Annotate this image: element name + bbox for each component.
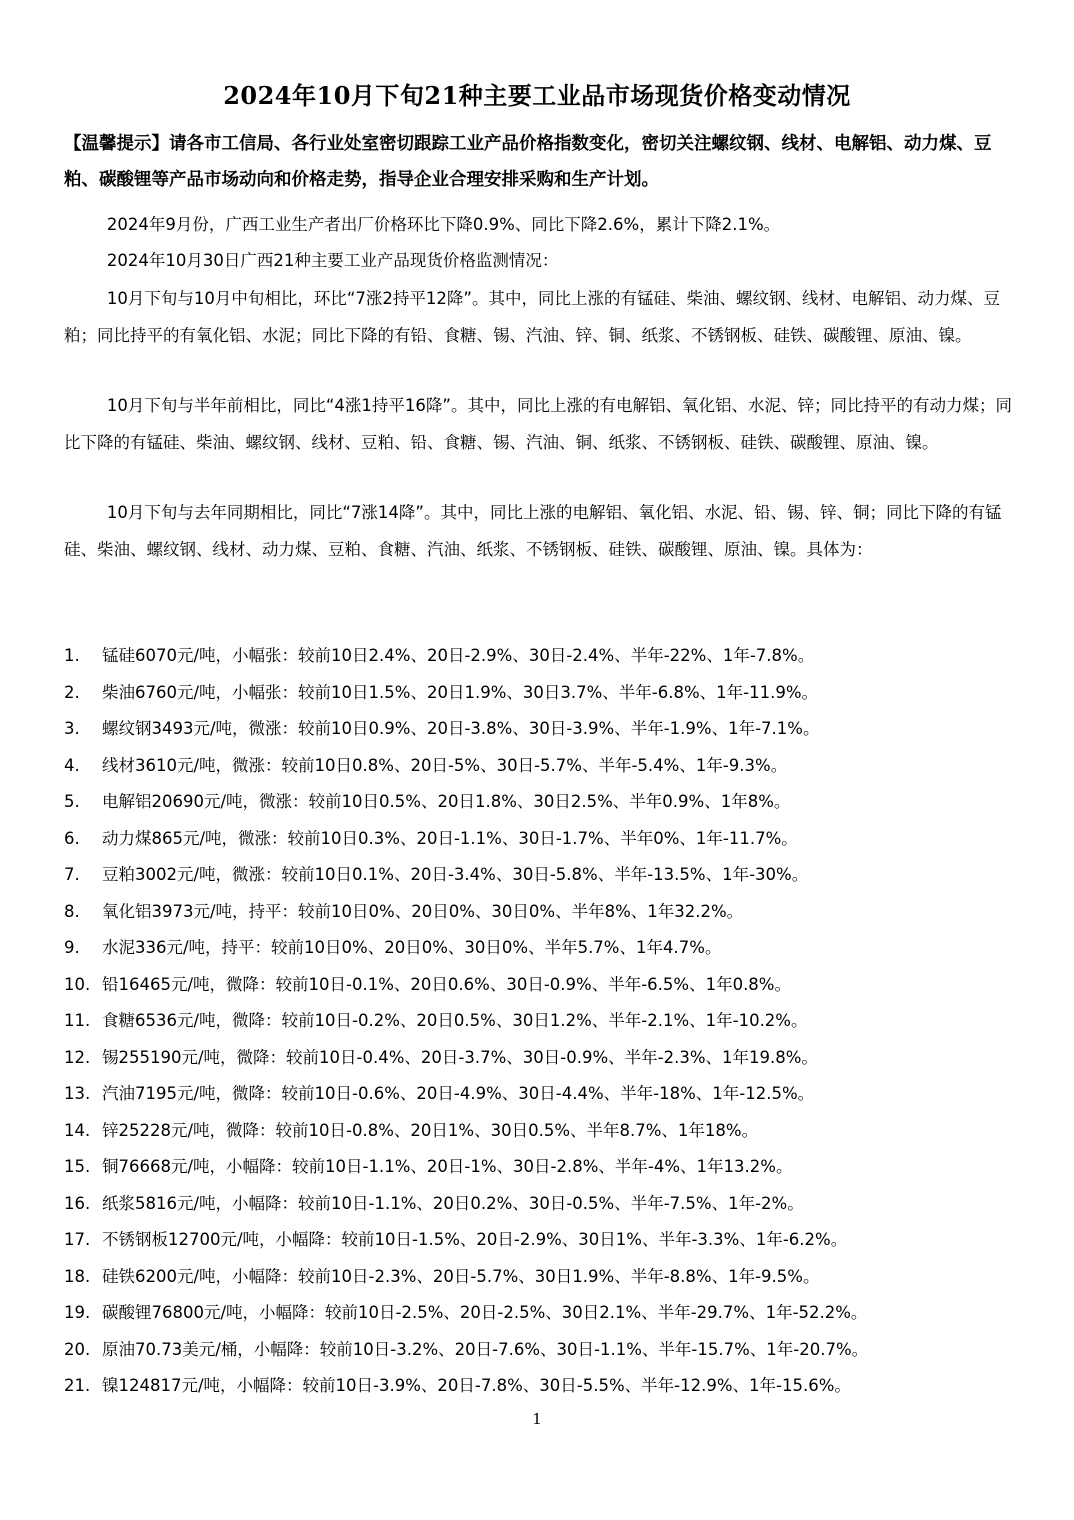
list-text: 锡255190元/吨，微降：较前10日-0.4%、20日-3.7%、30日-0.9%、半年-2.3%、1年19.8%。 [102,1047,818,1067]
page-number: 1 [532,1410,542,1428]
list-number: 13. [64,1084,91,1103]
list-number: 16. [64,1193,91,1213]
list-text: 纸浆5816元/吨，小幅降：较前10日-1.1%、20日0.2%、30日-0.5%、半年-7.5%、1年-2%。 [102,1193,804,1213]
list-text: 铅16465元/吨，微降：较前10日-0.1%、20日0.6%、30日-0.9%、半年-6.5%、1年0.8%。 [102,974,791,994]
price-list [64,640,1024,1407]
list-item [64,1115,1024,1152]
list-text: 氧化铝3973元/吨，持平：较前10日0%、20日0%、30日0%、半年8%、1年32.2%。 [102,901,744,921]
page-title: 2024年10月下旬21种主要工业品市场现货价格变动情况 [223,81,851,110]
list-number: 18. [64,1266,91,1286]
list-item [64,932,1024,969]
paragraph-vs-half-year: 10月下旬与半年前相比，同比“4涨1持平16降”。其中，同比上涨的有电解铝、氧化铝、水泥、锌；同比持平的有动力煤；同比下降的有锰硅、柴油、螺纹钢、线材、豆粕、铅、食糖、锡、汽油、铜、纸浆、不锈钢板、硅铁、碳酸锂、原油、镍。 [64,396,1012,452]
list-item [64,1151,1024,1188]
list-item [64,896,1024,933]
list-item [64,1005,1024,1042]
paragraph-vs-last-year: 10月下旬与去年同期相比，同比“7涨14降”。其中，同比上涨的电解铝、氧化铝、水泥、铅、锡、锌、铜；同比下降的有锰硅、柴油、螺纹钢、线材、动力煤、豆粕、食糖、汽油、纸浆、不锈钢板、硅铁、碳酸锂、原油、镍。具体为： [64,503,1002,559]
list-item [64,750,1024,787]
list-item [64,1297,1024,1334]
list-text: 电解铝20690元/吨，微涨：较前10日0.5%、20日1.8%、30日2.5%、半年0.9%、1年8%。 [102,792,791,811]
list-number: 5. [64,792,80,811]
list-number: 10. [64,974,91,994]
list-item [64,1078,1024,1115]
list-item [64,713,1024,750]
list-number: 20. [64,1339,91,1359]
list-item [64,1224,1024,1261]
list-text: 碳酸锂76800元/吨，小幅降：较前10日-2.5%、20日-2.5%、30日2.1%、半年-29.7%、1年-52.2%。 [102,1303,868,1322]
list-text: 食糖6536元/吨，微降：较前10日-0.2%、20日0.5%、30日1.2%、半年-2.1%、1年-10.2%。 [102,1011,808,1030]
list-item [64,969,1024,1006]
list-number: 15. [64,1157,91,1176]
list-item [64,677,1024,714]
list-text: 硅铁6200元/吨，小幅降：较前10日-2.3%、20日-5.7%、30日1.9%、半年-8.8%、1年-9.5%。 [102,1266,820,1286]
paragraph-monitoring-intro: 2024年10月30日广西21种主要工业产品现货价格监测情况： [106,251,559,270]
list-text: 螺纹钢3493元/吨，微涨：较前10日0.9%、20日-3.8%、30日-3.9%、半年-1.9%、1年-7.1%。 [102,719,820,738]
list-item [64,859,1024,896]
list-number: 11. [64,1011,91,1030]
list-item [64,1042,1024,1079]
list-item [64,1370,1024,1407]
list-text: 原油70.73美元/桶，小幅降：较前10日-3.2%、20日-7.6%、30日-1.1%、半年-15.7%、1年-20.7%。 [102,1339,869,1359]
list-number: 4. [64,755,80,775]
list-text: 不锈钢板12700元/吨，小幅降：较前10日-1.5%、20日-2.9%、30日1%、半年-3.3%、1年-6.2%。 [102,1230,848,1249]
list-item [64,1188,1024,1225]
list-number: 12. [64,1047,91,1067]
list-number: 3. [64,719,80,738]
list-text: 柴油6760元/吨，小幅张：较前10日1.5%、20日1.9%、30日3.7%、半年-6.8%、1年-11.9%。 [102,682,819,702]
list-text: 线材3610元/吨，微涨：较前10日0.8%、20日-5%、30日-5.7%、半年-5.4%、1年-9.3%。 [102,755,788,775]
list-number: 7. [64,865,80,884]
list-number: 19. [64,1303,91,1322]
list-number: 17. [64,1230,91,1249]
list-text: 锰硅6070元/吨，小幅张：较前10日2.4%、20日-2.9%、30日-2.4%、半年-22%、1年-7.8%。 [102,646,815,665]
list-text: 豆粕3002元/吨，微涨：较前10日0.1%、20日-3.4%、30日-5.8%、半年-13.5%、1年-30%。 [102,865,809,884]
list-item [64,1334,1024,1371]
list-item [64,786,1024,823]
list-number: 2. [64,682,80,702]
list-item [64,640,1024,677]
paragraph-ppi: 2024年9月份，广西工业生产者出厂价格环比下降0.9%、同比下降2.6%，累计下降2.1%。 [106,215,781,234]
list-number: 9. [64,938,80,957]
list-number: 8. [64,901,80,921]
list-text: 汽油7195元/吨，微降：较前10日-0.6%、20日-4.9%、30日-4.4%、半年-18%、1年-12.5%。 [102,1084,815,1103]
paragraph-vs-mid-month: 10月下旬与10月中旬相比，环比“7涨2持平12降”。其中，同比上涨的有锰硅、柴油、螺纹钢、线材、电解铝、动力煤、豆粕；同比持平的有氧化铝、水泥；同比下降的有铅、食糖、锡、汽油、锌、铜、纸浆、不锈钢板、硅铁、碳酸锂、原油、镍。 [64,289,1000,345]
list-text: 锌25228元/吨，微降：较前10日-0.8%、20日1%、30日0.5%、半年8.7%、1年18%。 [102,1120,759,1140]
list-item [64,1261,1024,1298]
list-text: 动力煤865元/吨，微涨：较前10日0.3%、20日-1.1%、30日-1.7%、半年0%、1年-11.7%。 [102,828,798,848]
list-item [64,823,1024,860]
list-number: 21. [64,1376,91,1395]
list-text: 铜76668元/吨，小幅降：较前10日-1.1%、20日-1%、30日-2.8%、半年-4%、1年13.2%。 [102,1157,793,1176]
list-number: 1. [64,646,80,665]
list-text: 镍124817元/吨，小幅降：较前10日-3.9%、20日-7.8%、30日-5.5%、半年-12.9%、1年-15.6%。 [102,1376,851,1395]
list-number: 14. [64,1120,91,1140]
warm-tip: 【温馨提示】请各市工信局、各行业处室密切跟踪工业产品价格指数变化，密切关注螺纹钢、线材、电解铝、动力煤、豆粕、碳酸锂等产品市场动向和价格走势，指导企业合理安排采购和生产计划。 [64,134,992,190]
list-number: 6. [64,828,80,848]
list-text: 水泥336元/吨，持平：较前10日0%、20日0%、30日0%、半年5.7%、1年4.7%。 [102,938,722,957]
